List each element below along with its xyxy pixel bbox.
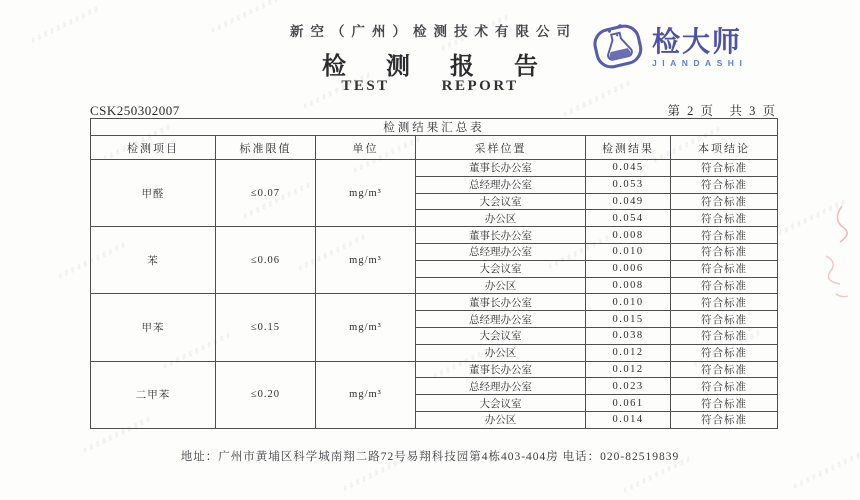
table-row: [91, 361, 778, 378]
location-cell: 董事长办公室: [416, 361, 586, 378]
conclusion-cell: 符合标准: [671, 378, 778, 395]
conclusion-cell: 符合标准: [671, 176, 778, 193]
location-cell: 总经理办公室: [416, 243, 586, 260]
result-cell: 0.008: [586, 277, 671, 294]
conclusion-cell: 符合标准: [671, 210, 778, 227]
limit-cell: ≤0.06: [216, 227, 316, 294]
result-cell: 0.008: [586, 227, 671, 244]
unit-cell: mg/m³: [316, 227, 416, 294]
brand-logo: [592, 22, 807, 74]
location-cell: 董事长办公室: [416, 160, 586, 177]
result-cell: 0.015: [586, 311, 671, 328]
location-cell: 大会议室: [416, 260, 586, 277]
conclusion-cell: 符合标准: [671, 395, 778, 412]
conclusion-cell: 符合标准: [671, 344, 778, 361]
conclusion-cell: 符合标准: [671, 193, 778, 210]
location-cell: 总经理办公室: [416, 311, 586, 328]
result-cell: 0.023: [586, 378, 671, 395]
test-item-cell: 甲苯: [91, 294, 216, 361]
col-header-limit: 标准限值: [216, 136, 316, 160]
footer-contact: 地址：广州市黄埔区科学城南翔二路72号易翔科技园第4栋403-404房 电话：020-82519839: [180, 451, 680, 463]
conclusion-cell: 符合标准: [671, 327, 778, 344]
limit-cell: ≤0.15: [216, 294, 316, 361]
conclusion-cell: 符合标准: [671, 260, 778, 277]
result-cell: 0.038: [586, 327, 671, 344]
result-cell: 0.014: [586, 411, 671, 428]
report-title-cn: 检测报告: [322, 54, 578, 80]
table-row: [91, 294, 778, 311]
report-number: CSK250302007: [90, 103, 180, 118]
test-item-cell: 二甲苯: [91, 361, 216, 428]
report-title-en: TEST REPORT: [341, 78, 519, 94]
location-cell: 董事长办公室: [416, 227, 586, 244]
conclusion-cell: 符合标准: [671, 361, 778, 378]
brand-name-cn: 检大师: [652, 26, 743, 57]
result-cell: 0.054: [586, 210, 671, 227]
page-indicator: 第 2 页 共 3 页: [667, 104, 777, 118]
conclusion-cell: 符合标准: [671, 243, 778, 260]
table-header-row: [91, 136, 778, 160]
table-title: 检测结果汇总表: [91, 119, 778, 136]
col-header-conclusion: 本项结论: [671, 136, 778, 160]
result-cell: 0.010: [586, 243, 671, 260]
conclusion-cell: 符合标准: [671, 277, 778, 294]
meta-row: [90, 101, 777, 119]
flask-icon: [589, 19, 646, 77]
col-header-item: 检测项目: [91, 136, 216, 160]
conclusion-cell: 符合标准: [671, 227, 778, 244]
unit-cell: mg/m³: [316, 160, 416, 227]
col-header-unit: 单位: [316, 136, 416, 160]
location-cell: 办公区: [416, 277, 586, 294]
location-cell: 大会议室: [416, 395, 586, 412]
col-header-result: 检测结果: [586, 136, 671, 160]
location-cell: 办公区: [416, 210, 586, 227]
results-table: [90, 118, 778, 429]
location-cell: 大会议室: [416, 193, 586, 210]
result-cell: 0.012: [586, 361, 671, 378]
limit-cell: ≤0.20: [216, 361, 316, 428]
location-cell: 大会议室: [416, 327, 586, 344]
table-row: [91, 160, 778, 177]
result-cell: 0.053: [586, 176, 671, 193]
result-cell: 0.012: [586, 344, 671, 361]
test-item-cell: 甲醛: [91, 160, 216, 227]
conclusion-cell: 符合标准: [671, 294, 778, 311]
red-annotation-mark: [812, 198, 856, 313]
conclusion-cell: 符合标准: [671, 160, 778, 177]
limit-cell: ≤0.07: [216, 160, 316, 227]
result-cell: 0.045: [586, 160, 671, 177]
result-cell: 0.006: [586, 260, 671, 277]
location-cell: 办公区: [416, 411, 586, 428]
result-cell: 0.061: [586, 395, 671, 412]
test-item-cell: 苯: [91, 227, 216, 294]
result-cell: 0.010: [586, 294, 671, 311]
location-cell: 董事长办公室: [416, 294, 586, 311]
col-header-location: 采样位置: [416, 136, 586, 160]
conclusion-cell: 符合标准: [671, 311, 778, 328]
company-name: 新空（广州）检测技术有限公司: [290, 24, 577, 39]
unit-cell: mg/m³: [316, 294, 416, 361]
location-cell: 办公区: [416, 344, 586, 361]
conclusion-cell: 符合标准: [671, 411, 778, 428]
table-row: [91, 227, 778, 244]
location-cell: 总经理办公室: [416, 378, 586, 395]
brand-name-en: JIANDASHI: [652, 58, 748, 68]
result-cell: 0.049: [586, 193, 671, 210]
location-cell: 总经理办公室: [416, 176, 586, 193]
unit-cell: mg/m³: [316, 361, 416, 428]
